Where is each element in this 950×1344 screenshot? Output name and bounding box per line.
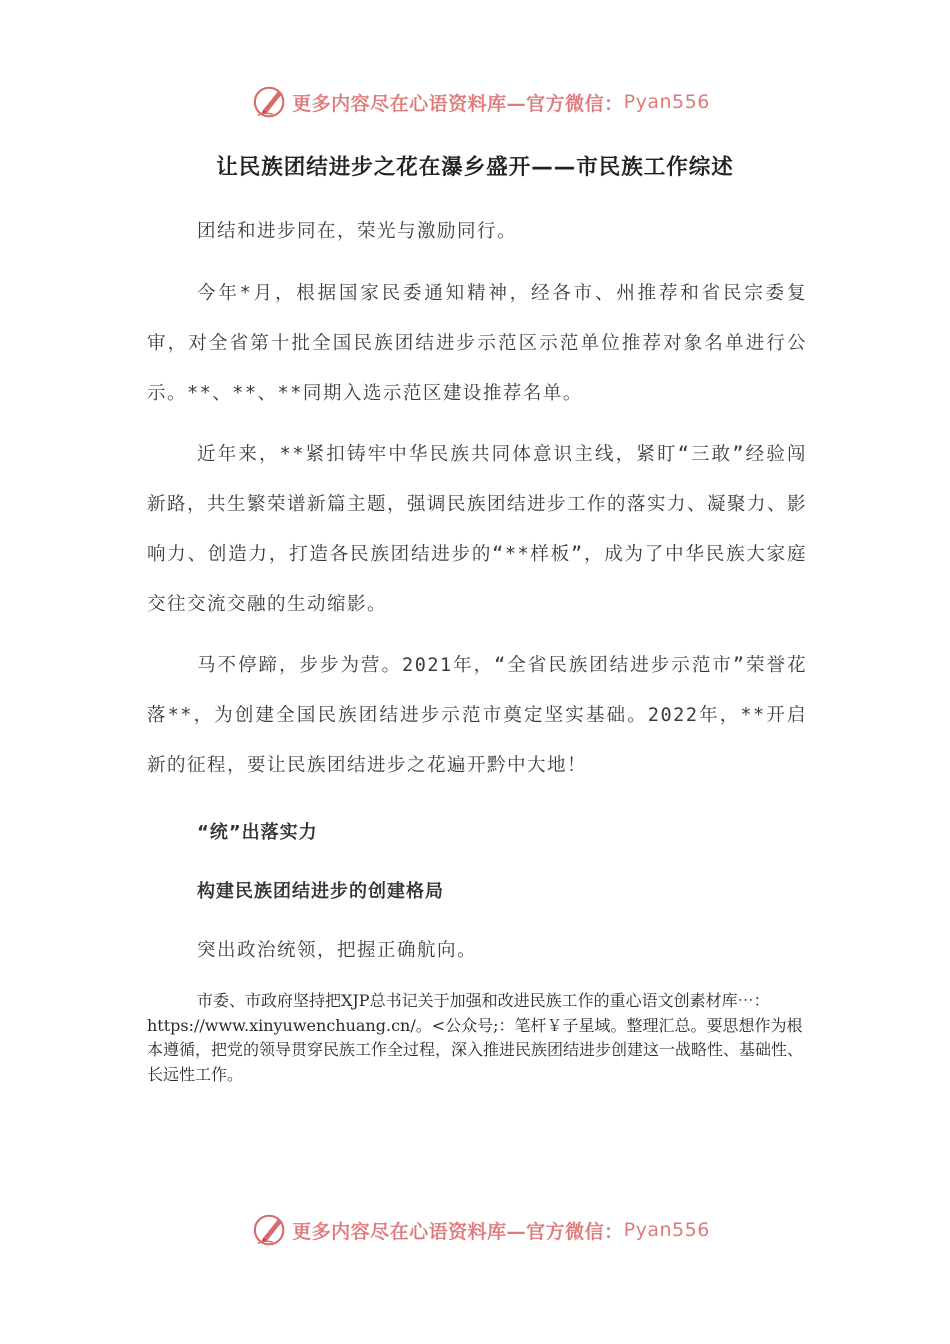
watermark-id-footer: Pyan556 xyxy=(623,1219,710,1241)
header-watermark xyxy=(0,80,950,124)
watermark-text-footer: 更多内容尽在心语资料库—官方微信： xyxy=(292,1220,624,1243)
watermark-text: 更多内容尽在心语资料库—官方微信： xyxy=(292,92,624,115)
watermark-id: Pyan556 xyxy=(623,91,710,113)
paragraph-5: 突出政治统领，把握正确航向。 xyxy=(197,940,478,961)
document-title: 让民族团结进步之花在瀑乡盛开——市民族工作综述 xyxy=(216,155,734,180)
paragraph-1: 团结和进步同在，荣光与激励同行。 xyxy=(197,221,518,242)
paragraph-3: 近年来，**紧扣铸牢中华民族共同体意识主线，紧盯“三敢”经验闯新路，共生繁荣谱新篇主题，强调民族团结进步工作的落实力、凝聚力、影响力、创造力，打造各民族团结进步的“**样板”，成为了中华民族大家庭交往交流交融的生动缩影。 xyxy=(147,444,808,615)
watermark-group xyxy=(252,83,710,121)
watermark-group-footer xyxy=(252,1211,710,1249)
section-heading-1: “统”出落实力 xyxy=(197,822,318,843)
footer-watermark xyxy=(0,1208,950,1252)
pen-logo-icon xyxy=(252,83,290,121)
body-paragraph: 市委、市政府坚持把XJP总书记关于加强和改进民族工作的重心语文创素材库⋯：https://www.xinyuwenchuang.cn/。<公众号;：笔杆￥子星域。整理汇总。要思想作为根本遵循，把党的领导贯穿民族工作全过程，深入推进民族团结进步创建这一战略性、基础性、长远性工作。 xyxy=(147,991,804,1084)
paragraph-4: 马不停蹄，步步为营。2021年，“全省民族团结进步示范市”荣誉花落**，为创建全国民族团结进步示范市奠定坚实基础。2022年，**开启新的征程，要让民族团结进步之花遍开黔中大地！ xyxy=(147,655,807,776)
pen-logo-icon-footer xyxy=(252,1211,290,1249)
section-heading-2: 构建民族团结进步的创建格局 xyxy=(197,881,444,902)
paragraph-2: 今年*月，根据国家民委通知精神，经各市、州推荐和省民宗委复审，对全省第十批全国民族团结进步示范区示范单位推荐对象名单进行公示。**、**、**同期入选示范区建设推荐名单。 xyxy=(147,283,807,404)
